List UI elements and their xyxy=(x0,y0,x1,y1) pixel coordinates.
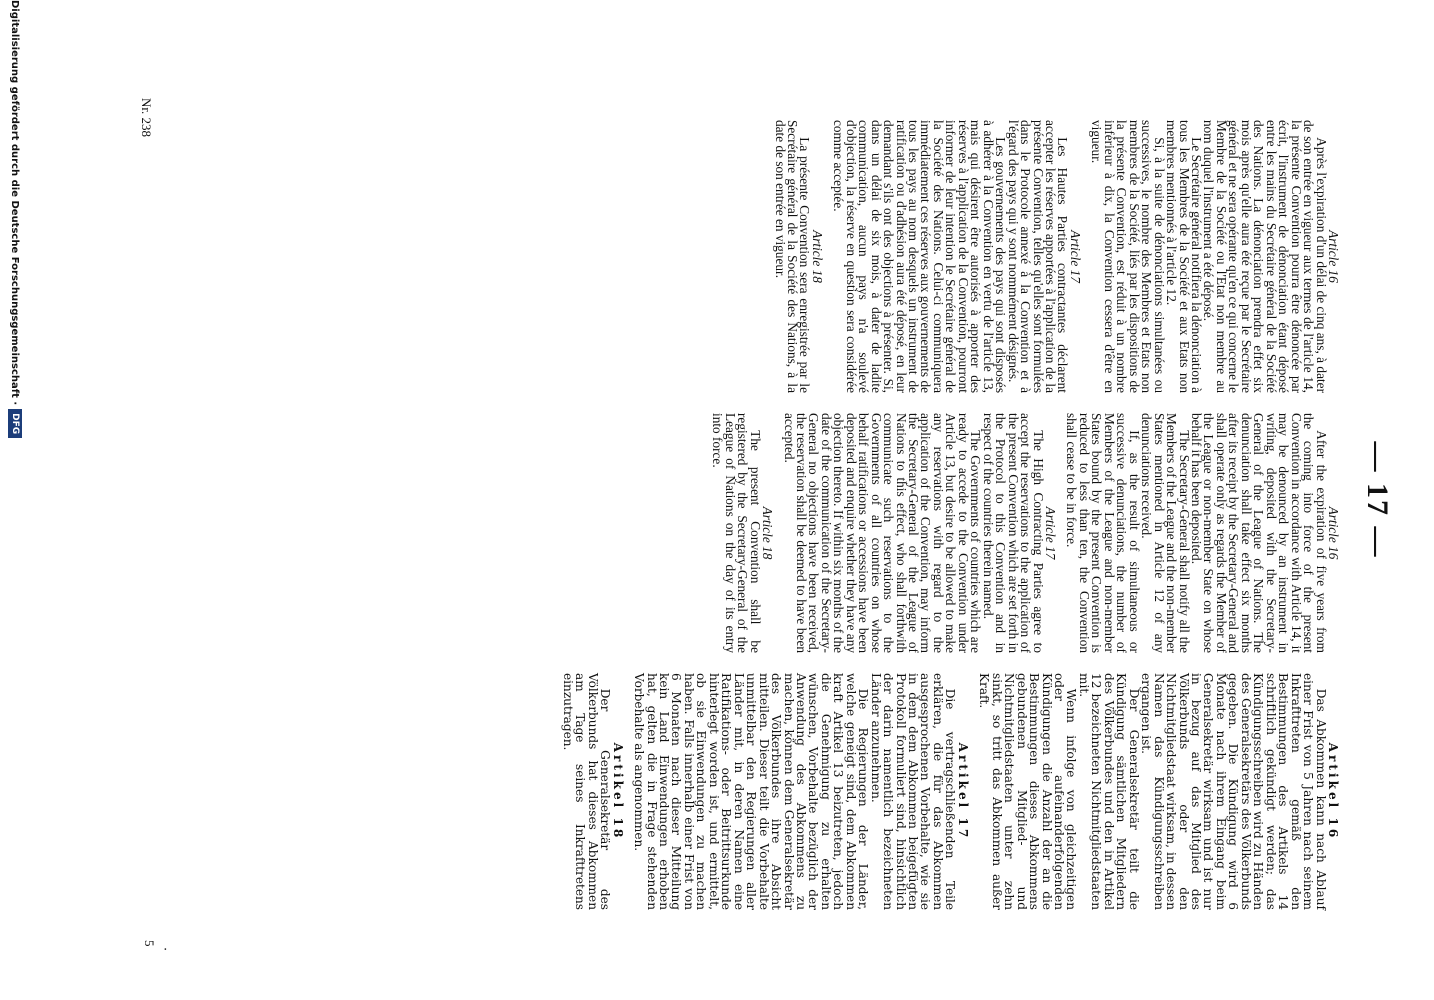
en-article-16-p3: If, as the result of simultaneous or successive denunciations, the number of Members of the League and non-member States bound by the present Convention is reduced to less than ten, the Convention shall cease to be in force. xyxy=(1064,413,1142,653)
footer-sheet-number: 5 xyxy=(142,940,157,947)
de-article-17-title: Artikel 17 xyxy=(955,742,970,841)
fr-article-18-title: Article 18 xyxy=(809,230,825,283)
en-article-17-p2: The Governments of countries which are ready to accede to the Convention under Article 13, but desire to be allowed to make any reservations with regard to the application of the Convention, may inform the Secretary-General of the League of Nations to this effect, who shall forthwith communicate such reservations to the Governments of all countries on whose behalf ratifications or accessions have been deposited and enquire whether they have any objection thereto. If within six months of the date of the communication of the Secretary-General no objections have been received, the reservation shall be deemed to have been accepted. xyxy=(781,413,984,653)
de-article-18-title: Artikel 18 xyxy=(610,742,625,841)
en-article-16-title: Article 16 xyxy=(1326,506,1341,560)
de-article-16-p3: Wenn infolge von gleichzeitigen oder aufeinanderfolgenden Kündigungen die Anzahl der an die Bestimmungen dieses Abkommens gebundenen Mitglied- und Nichtmitgliedstaaten unter zehn sinkt, so tritt das Abkommen außer Kraft. xyxy=(977,673,1079,910)
fr-article-16-p1: Après l'expiration d'un délai de cinq ans, à dater de son entrée en vigueur aux termes de l'article 14, la présente Convention pourra être dénoncée par écrit, l'instrument de dénonciation étant déposé entre les mains du Secrétaire général de la Société des Nations. La dénonciation prendra effet six mois après qu'elle aura été reçue par le Secrétaire général et ne sera opérante qu'en ce qui concerne le Membre de la Société ou l'Etat non membre au nom duquel l'instrument a été déposé. xyxy=(1201,120,1329,393)
credit-text: Digitalisierung gefördert durch die Deutsche Forschungsgemeinschaft · xyxy=(9,0,21,406)
de-article-16-p1: Das Abkommen kann nach Ablauf einer Frist von 5 Jahren nach seinem Inkrafttreten gemäß den Bestimmungen des Artikels 14 schriftlich gekündigt werden; das Kündigungsschreiben wird zu Händen des Generalsekretärs des Völkerbunds gegeben. Die Kündigung wird 6 Monate nach ihrem Eingang beim Generalsekretär wirksam und ist nur in bezug auf das Mitglied des Völkerbunds oder den Nichtmitgliedstaat wirksam, in dessen Namen das Kündigungsschreiben ergangen ist. xyxy=(1139,673,1328,910)
fr-article-18-p1: La présente Convention sera enregistrée par le Secrétaire général de la Société des Nations, à la date de son entrée en vigueur. xyxy=(772,120,813,393)
fr-article-17-p1: Les Hautes Parties contractantes déclarent accepter les réserves apportées à l'application de la présente Convention, telles qu'elles sont formulées dans le Protocole annexé à la Convention et à l'égard des pays qui y sont nommément désignés. xyxy=(1005,120,1071,393)
de-article-17-p2: Die Regierungen der Länder, welche geneigt sind, dem Abkommen kraft Artikel 13 beizutreten, jedoch die Genehmigung zu erhalten wünschen, Vorbehalte bezüglich der Anwendung des Abkommens zu machen, können dem Generalsekretär des Völkerbundes ihre Absicht mitteilen. Dieser teilt die Vorbehalte unmittelbar den Regierungen aller Länder mit, in deren Namen eine Ratifikations- oder Beitrittsurkunde hinterlegt worden ist, und ermittelt, ob sie Einwendungen zu machen haben. Falls innerhalb einer Frist von 6 Monaten nach dieser Mitteilung kein Land Einwendungen erhoben hat, gelten die in Frage stehenden Vorbehalte als angenommen. xyxy=(632,673,871,910)
en-article-17-p1: The High Contracting Parties agree to accept the reservations to the application of the present Convention which are set forth in the Protocol to this Convention and in respect of the countries therein named. xyxy=(980,413,1046,653)
english-column xyxy=(711,413,1339,653)
de-article-18-p1: Der Generalsekretär des Völkerbunds hat dieses Abkommen am Tage seines Inkrafttretens einzutragen. xyxy=(560,673,613,910)
fr-article-16-title: Article 16 xyxy=(1326,230,1341,283)
fr-article-17-title: Article 17 xyxy=(1067,230,1083,283)
fr-article-16-p3: Si, à la suite de dénonciations simultanées ou successives, le nombre des Membres et Etats non membres de la Société, liés par les dispositions de la présente Convention, est réduit à un nombre inférieur à dix, la Convention cessera d'être en vigueur. xyxy=(1089,120,1167,393)
fr-article-16-p2: Le Secrétaire général notifiera la dénonciation à tous les Membres de la Société et aux Etats non membres mentionnés à l'article 12. xyxy=(1164,120,1205,393)
en-article-16-p1: After the expiration of five years from the coming into force of the present Convention in accordance with Article 14, it may be denounced by an instrument in writing, deposited with the Secretary-General of the League of Nations. The denunciation shall take effect six months after its receipt by the Secretary-General and shall operate only as regards the Member of the League or non-member State on whose behalf it has been deposited. xyxy=(1189,413,1329,653)
de-article-16-title: Artikel 16 xyxy=(1326,742,1340,841)
fr-article-17-p2: Les gouvernements des pays qui sont disposés à adhérer à la Convention en vertu de l'article 13, mais qui désirent être autorisés à apporter des réserves à l'application de la Convention, pourront informer de leur intention le Secrétaire général de la Société des Nations. Celui-ci communiquera immédiatement ces réserves aux gouvernements de tous les pays au nom desquels un instrument de ratification ou d'adhésion aura été déposé, en leur demandant s'ils ont des objections à présenter. Si, dans un délai de six mois, à dater de ladite communication, aucun pays n'a soulevé d'objection, la réserve en question sera considérée comme acceptée. xyxy=(831,120,1009,393)
en-article-18-title: Article 18 xyxy=(760,506,776,560)
de-article-16-p2: Der Generalsekretär teilt die Kündigung sämtlichen Mitgliedern des Völkerbundes und den in Artikel 12 bezeichneten Nichtmitgliedstaaten mit. xyxy=(1076,673,1141,910)
en-article-18-p1: The present Convention shall be registered by the Secretary-General of the League of Nations on the day of its entry into force. xyxy=(710,413,763,653)
french-column xyxy=(773,120,1339,393)
page-number: — 17 — xyxy=(1361,441,1394,559)
footer-dot: · xyxy=(157,947,172,952)
en-article-16-p2: The Secretary-General shall notify all the Members of the League and the non-member States mentioned in Article 12 of any denunciations received. xyxy=(1139,413,1192,653)
de-article-17-p1: Die vertragschließenden Teile erklären, die für das Abkommen ausgesprochenen Vorbehalte, wie sie in dem dem Abkommen beigefügten Protokoll formuliert sind, hinsichtlich der darin namentlich bezeichneten Länder anzunehmen. xyxy=(868,673,958,910)
dfg-logo-icon: DFG xyxy=(8,409,22,438)
german-column xyxy=(561,673,1339,910)
footer-nr: Nr. 238 xyxy=(139,98,154,137)
digitization-credit xyxy=(8,0,22,1000)
en-article-17-title: Article 17 xyxy=(1043,506,1059,560)
